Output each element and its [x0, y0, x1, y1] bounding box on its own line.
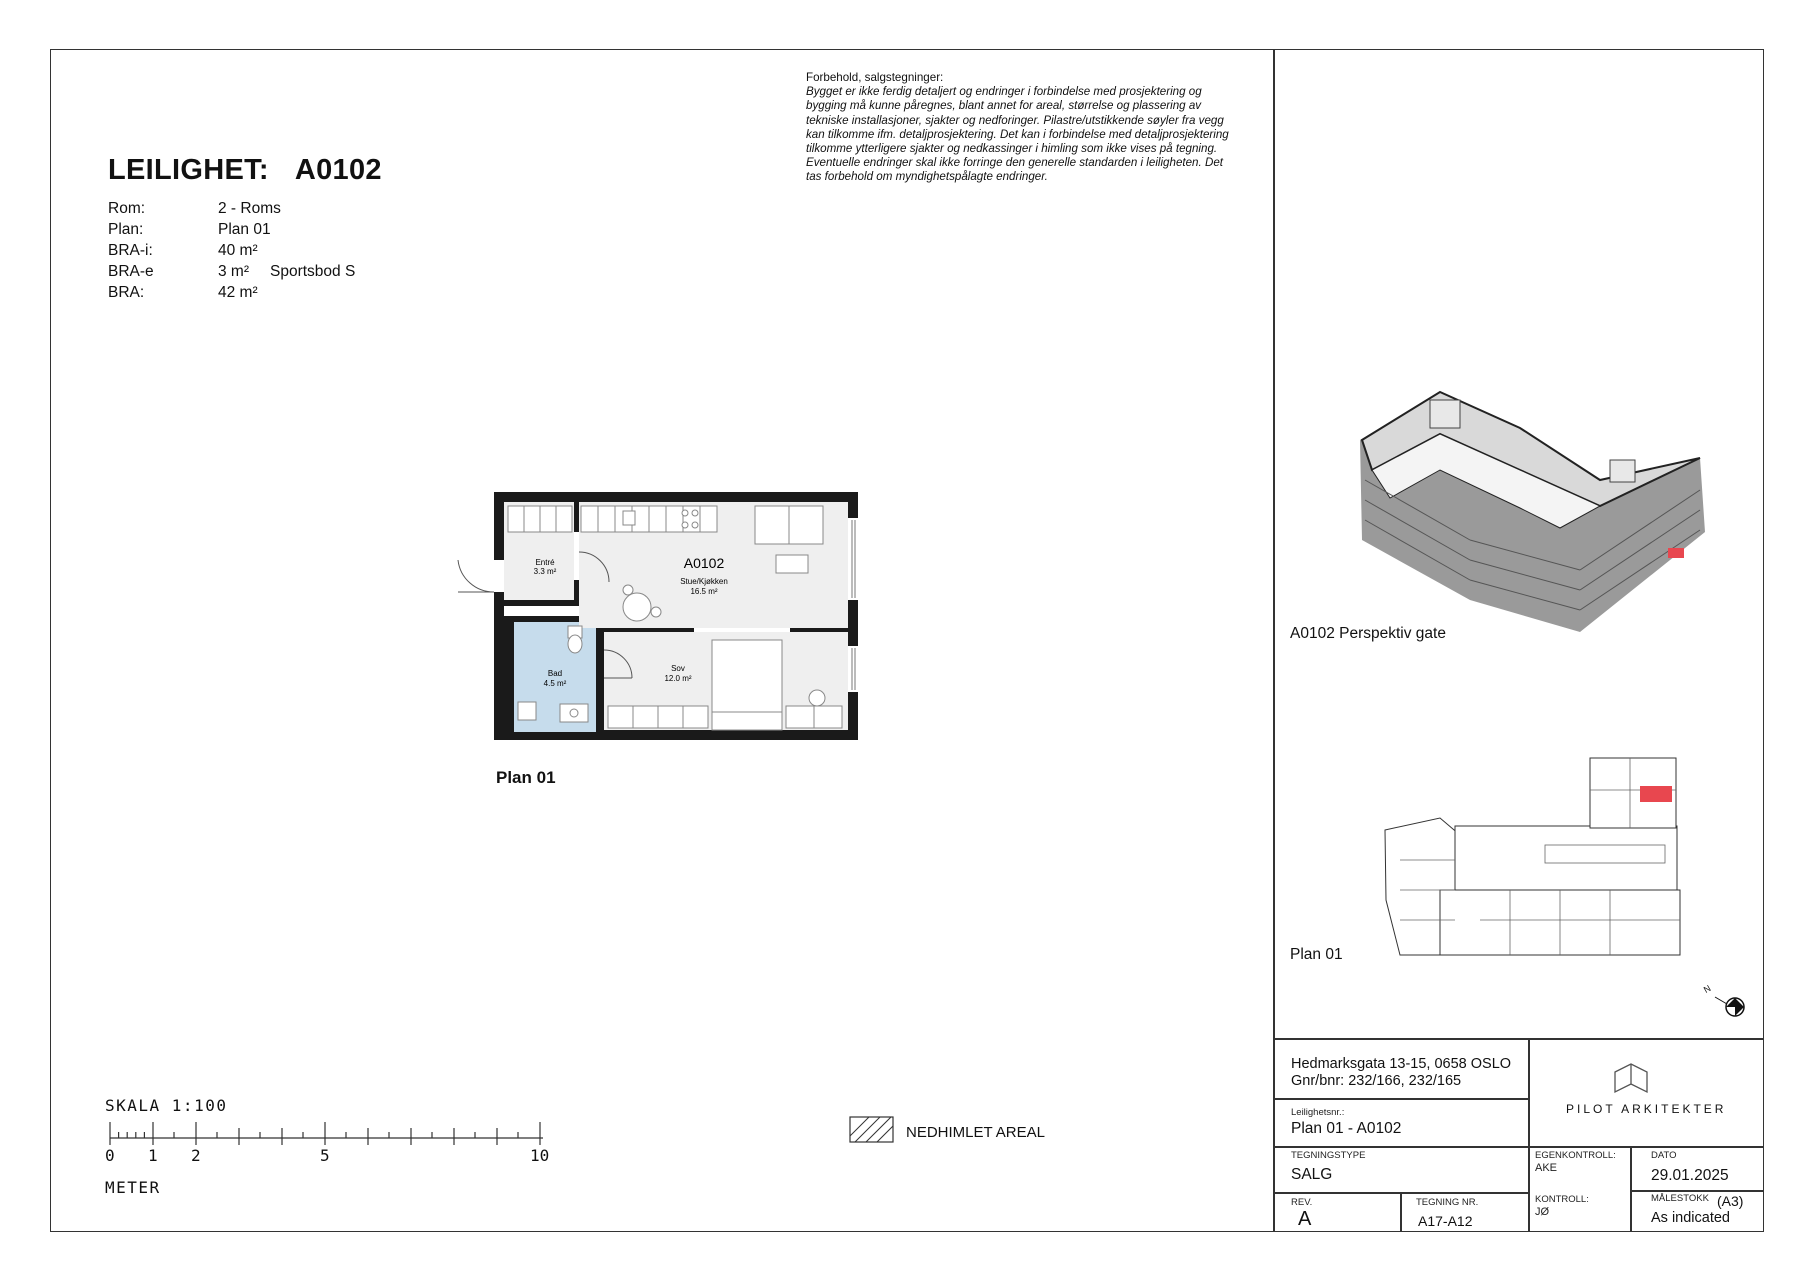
drawing-type-label: TEGNINGSTYPE — [1291, 1150, 1366, 1161]
north-label: N — [1701, 983, 1713, 995]
date-label: DATO — [1651, 1150, 1677, 1161]
info-value: 40 m² — [218, 242, 258, 259]
legend-label: NEDHIMLET AREAL — [906, 1124, 1045, 1141]
self-check: AKE — [1535, 1162, 1558, 1174]
info-row-bra-i — [108, 240, 355, 261]
plan-unit-label: A0102 — [683, 555, 725, 571]
disclaimer-line: tilkomme ytterligere sjakter og nedkassinger i himling som ikke vises på tegning. — [806, 142, 1218, 156]
titleblock-divider — [1400, 1192, 1402, 1232]
rev-label: REV. — [1291, 1197, 1313, 1208]
unit-no-label: Leilighetsnr.: — [1291, 1107, 1345, 1118]
room-area: 4.5 m² — [543, 679, 567, 688]
room-name: Stue/Kjøkken — [680, 577, 728, 586]
titleblock-top-line — [1273, 1038, 1764, 1040]
apartment-title-label: LEILIGHET: — [108, 154, 269, 186]
info-key: Plan: — [108, 221, 144, 238]
info-value: 42 m² — [218, 284, 258, 301]
disclaimer-heading: Forbehold, salgstegninger: — [806, 71, 944, 84]
titleblock-divider — [1528, 1038, 1530, 1147]
info-row-rom — [108, 198, 355, 219]
firm-logo-icon — [1613, 1062, 1649, 1094]
info-extra: Sportsbod S — [270, 263, 356, 280]
perspective-caption: A0102 Perspektiv gate — [1290, 625, 1446, 642]
room-area: 12.0 m² — [664, 674, 692, 683]
firm-name: PILOT ARKITEKTER — [1566, 1102, 1727, 1116]
room-name: Entré — [535, 558, 555, 567]
control: JØ — [1535, 1206, 1550, 1218]
rev: A — [1298, 1208, 1312, 1230]
building-perspective-image — [1350, 385, 1710, 650]
scale-label: 10 — [530, 1146, 550, 1165]
disclaimer-line: kan tilkomme ifm. detaljprosjektering. Det kan i forbindelse med detaljprosjektering — [806, 127, 1229, 141]
disclaimer-line: Eventuelle endringer skal ikke forringe den generelle standarden i leiligheten. Det — [806, 156, 1223, 170]
disclaimer-line: tekniske installasjoner, sjakter og nedforinger. Pilastre/utstikkende søyler fra vegg — [806, 113, 1224, 127]
info-key: BRA-e — [108, 263, 154, 280]
floor-plan — [450, 485, 870, 755]
info-value: 3 m² — [218, 263, 249, 280]
info-row-bra — [108, 282, 355, 303]
scale-label: MÅLESTOKK — [1651, 1193, 1709, 1204]
scale-label: 2 — [191, 1146, 201, 1165]
apartment-info-table — [108, 198, 355, 303]
scale-label: 1 — [148, 1146, 158, 1165]
apartment-id: A0102 — [294, 154, 382, 186]
info-key: BRA-i: — [108, 242, 153, 259]
info-key: Rom: — [108, 200, 146, 217]
room-name: Bad — [547, 669, 563, 678]
panel-divider — [1273, 49, 1275, 1232]
room-area: 3.3 m² — [533, 567, 557, 576]
scale-unit: METER — [105, 1178, 161, 1197]
titleblock-line — [1273, 1098, 1528, 1100]
floor-plan-caption: Plan 01 — [496, 768, 556, 787]
scale-bar — [105, 1115, 555, 1147]
keyplan-caption: Plan 01 — [1290, 946, 1343, 963]
scale-title: SKALA 1:100 — [105, 1096, 228, 1115]
disclaimer-line: Bygget er ikke ferdig detaljert og endringer i forbindelse med prosjektering og — [806, 85, 1202, 99]
disclaimer-line: bygging må kunne påregnes, blant annet for areal, størrelse og plassering av — [806, 99, 1202, 113]
room-area: 16.5 m² — [690, 587, 718, 596]
drawing-type: SALG — [1291, 1166, 1333, 1183]
disclaimer — [806, 71, 1266, 185]
titleblock-line — [1273, 1146, 1764, 1148]
address-line-2: Gnr/bnr: 232/166, 232/165 — [1291, 1073, 1462, 1089]
info-value: 2 - Roms — [218, 200, 281, 217]
info-key: BRA: — [108, 284, 145, 301]
info-value: Plan 01 — [218, 221, 271, 238]
info-row-plan — [108, 219, 355, 240]
disclaimer-line: tas forbehold om myndighetspålagte endringer. — [806, 170, 1048, 184]
unit-no: Plan 01 - A0102 — [1291, 1120, 1402, 1137]
hatch-legend-swatch — [849, 1116, 895, 1144]
drawing-no-label: TEGNING NR. — [1416, 1197, 1479, 1208]
titleblock-divider — [1630, 1146, 1632, 1232]
drawing-scale: As indicated — [1651, 1210, 1730, 1226]
self-check-label: EGENKONTROLL: — [1535, 1150, 1616, 1161]
info-row-bra-e — [108, 261, 355, 282]
key-plan-image — [1375, 755, 1695, 965]
titleblock-divider — [1528, 1146, 1530, 1232]
date: 29.01.2025 — [1651, 1167, 1729, 1184]
apartment-title — [108, 154, 382, 187]
scale-label: 5 — [320, 1146, 330, 1165]
scale-label: 0 — [105, 1146, 115, 1165]
drawing-no: A17-A12 — [1418, 1213, 1473, 1229]
control-label: KONTROLL: — [1535, 1194, 1589, 1205]
titleblock-line — [1630, 1190, 1764, 1192]
room-name: Sov — [671, 664, 685, 673]
address-line-1: Hedmarksgata 13-15, 0658 OSLO — [1291, 1056, 1512, 1072]
paper-size: (A3) — [1717, 1193, 1744, 1209]
